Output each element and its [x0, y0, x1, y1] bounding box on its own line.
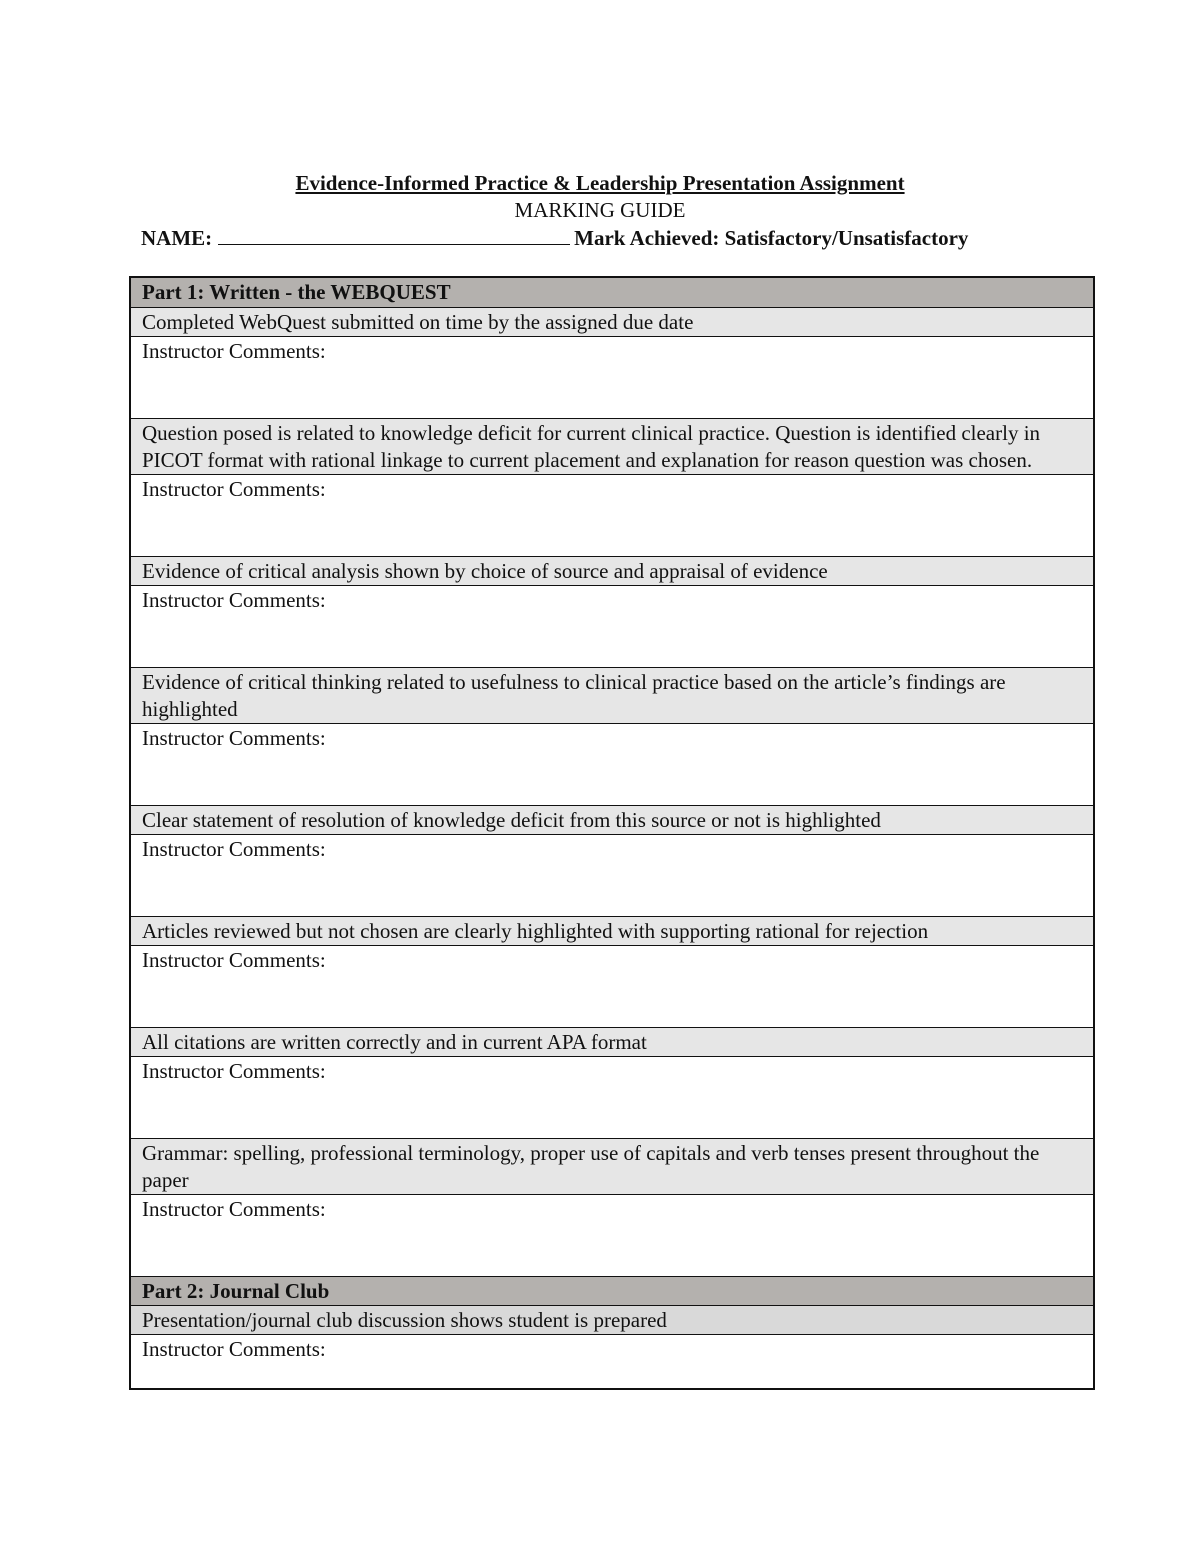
marking-rubric-table — [129, 276, 1095, 1390]
instructor-comments-box[interactable] — [131, 474, 1093, 556]
comment-label: Instructor Comments: — [142, 948, 326, 972]
criterion-row: Grammar: spelling, professional terminology, proper use of capitals and verb tenses present throughout the paper — [131, 1138, 1093, 1194]
criterion-row: Evidence of critical thinking related to usefulness to clinical practice based on the article’s findings are highlighted — [131, 667, 1093, 723]
instructor-comments-box[interactable] — [131, 1194, 1093, 1276]
document-title: Evidence-Informed Practice & Leadership Presentation Assignment — [295, 171, 905, 195]
instructor-comments-box[interactable] — [131, 336, 1093, 418]
comment-label: Instructor Comments: — [142, 1059, 326, 1083]
comment-label: Instructor Comments: — [142, 726, 326, 750]
criterion-row: Articles reviewed but not chosen are clearly highlighted with supporting rational for rejection — [131, 916, 1093, 945]
comment-label: Instructor Comments: — [142, 1337, 326, 1361]
criterion-row: Presentation/journal club discussion shows student is prepared — [131, 1305, 1093, 1334]
comment-label: Instructor Comments: — [142, 339, 326, 363]
instructor-comments-box[interactable] — [131, 1334, 1093, 1388]
document-header — [0, 170, 1200, 250]
comment-label: Instructor Comments: — [142, 1197, 326, 1221]
instructor-comments-box[interactable] — [131, 834, 1093, 916]
criterion-row: Clear statement of resolution of knowledge deficit from this source or not is highlighted — [131, 805, 1093, 834]
instructor-comments-box[interactable] — [131, 1056, 1093, 1138]
criterion-row: All citations are written correctly and in current APA format — [131, 1027, 1093, 1056]
instructor-comments-box[interactable] — [131, 945, 1093, 1027]
document-subtitle: MARKING GUIDE — [514, 198, 686, 222]
criterion-row: Completed WebQuest submitted on time by the assigned due date — [131, 307, 1093, 336]
criterion-row: Question posed is related to knowledge deficit for current clinical practice. Question is identified clearly in PICOT format with rational linkage to current placement and explanation for reason question was chosen. — [131, 418, 1093, 474]
part2-header: Part 2: Journal Club — [131, 1276, 1093, 1305]
criterion-row: Evidence of critical analysis shown by choice of source and appraisal of evidence — [131, 556, 1093, 585]
part1-header: Part 1: Written - the WEBQUEST — [131, 278, 1093, 307]
comment-label: Instructor Comments: — [142, 837, 326, 861]
instructor-comments-box[interactable] — [131, 585, 1093, 667]
mark-achieved-label: Mark Achieved: Satisfactory/Unsatisfactory — [574, 226, 969, 250]
instructor-comments-box[interactable] — [131, 723, 1093, 805]
name-mark-line — [141, 224, 968, 252]
comment-label: Instructor Comments: — [142, 588, 326, 612]
name-blank-field[interactable] — [218, 224, 570, 245]
comment-label: Instructor Comments: — [142, 477, 326, 501]
name-label: NAME: — [141, 226, 213, 250]
